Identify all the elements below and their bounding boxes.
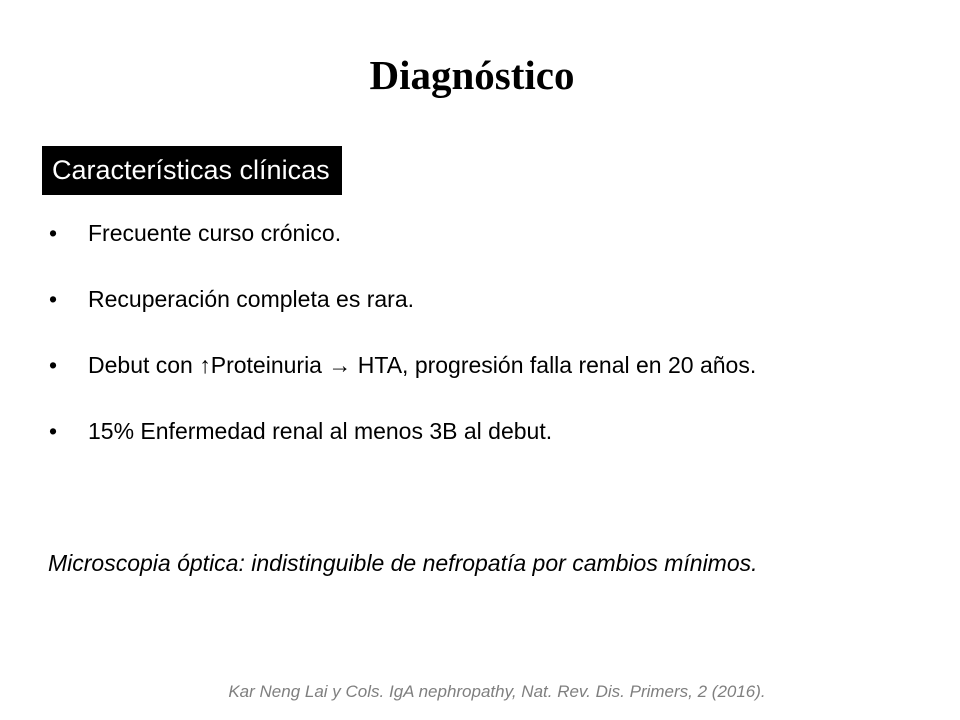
bullet-item [48,412,928,450]
bullet-text: Recuperación completa es rara. [88,286,414,312]
bullet-item [48,214,928,252]
bullet-icon: • [49,418,58,444]
bullet-item [48,280,928,318]
bullet-icon: • [49,286,58,312]
bullet-list [48,214,928,450]
bullet-icon: • [49,220,58,246]
citation: Kar Neng Lai y Cols. IgA nephropathy, Nat. Rev. Dis. Primers, 2 (2016). [228,682,766,701]
microscopy-note: Microscopia óptica: indistinguible de nefropatía por cambios mínimos. [48,550,758,576]
slide-title: Diagnóstico [369,52,575,99]
bullet-item [48,346,928,384]
bullet-text: Frecuente curso crónico. [88,220,342,246]
section-label: Características clínicas [42,146,342,195]
bullet-text: 15% Enfermedad renal al menos 3B al debut. [88,418,553,444]
bullet-icon: • [49,352,58,378]
bullet-text: Debut con ↑Proteinuria → HTA, progresión falla renal en 20 años. [88,352,757,378]
